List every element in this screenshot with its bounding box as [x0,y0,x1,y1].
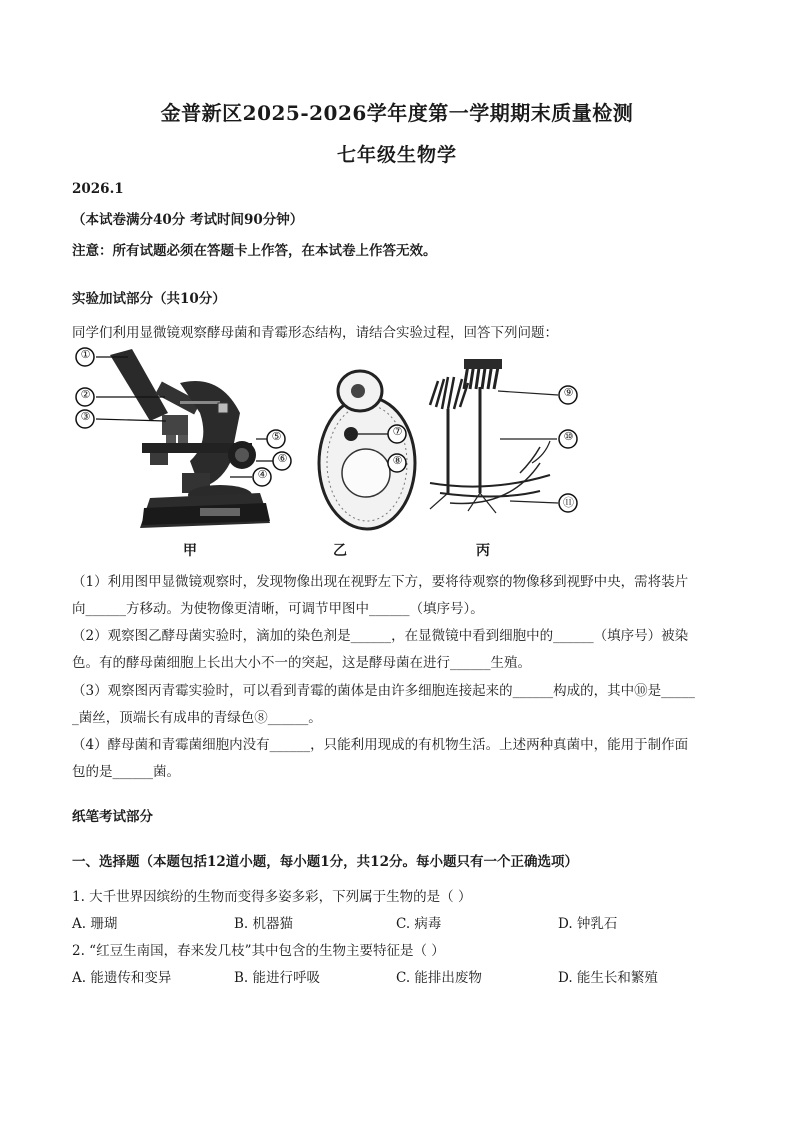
exam-subtitle: 七年级生物学 [336,144,457,166]
question-1-stem: 1. 大千世界因缤纷的生物而变得多姿多彩，下列属于生物的是（ ） [72,889,472,905]
question-2-option-c: C. 能排出废物 [396,970,482,986]
yeast-cell-illustration [319,371,415,529]
marker-11: ⑪ [563,496,574,509]
lab-section-heading: 实验加试部分（共10分） [72,291,226,307]
marker-2: ② [80,388,91,401]
marker-4: ④ [257,468,268,481]
exam-title: 金普新区2025-2026学年度第一学期期末质量检测 [160,101,634,125]
figure-label-yi: 乙 [333,543,347,559]
lab-question-line: 色。有的酵母菌细胞上长出大小不一的突起，这是酵母菌在进行______生殖。 [72,655,531,671]
marker-6: ⑥ [277,452,288,465]
marker-7: ⑦ [392,425,403,438]
question-1-option-b: B. 机器猫 [234,916,294,932]
marker-5: ⑤ [271,430,282,443]
lab-figure [70,343,590,563]
question-1-option-c: C. 病毒 [396,916,442,932]
mc-section-heading: 一、选择题（本题包括12道小题，每小题1分，共12分。每小题只有一个正确选项） [72,854,578,870]
marker-8: ⑧ [392,454,403,467]
question-2-option-a: A. 能遗传和变异 [72,970,172,986]
penicillium-illustration [430,359,558,513]
exam-notice: 注意：所有试题必须在答题卡上作答，在本试卷上作答无效。 [72,243,437,259]
question-2-stem: 2. “红豆生南国，春来发几枝”其中包含的生物主要特征是（ ） [72,943,445,959]
marker-3: ③ [80,410,91,423]
lab-question-line: 向______方移动。为使物像更清晰，可调节甲图中______（填序号）。 [72,601,484,617]
marker-9: ⑨ [563,386,574,399]
lab-question-line: （3）观察图丙青霉实验时，可以看到青霉的菌体是由许多细胞连接起来的______构成的，其中⑩是_____ [72,683,695,699]
lab-question-line: 包的是______菌。 [72,764,180,780]
lab-question-line: （4）酵母菌和青霉菌细胞内没有______，只能利用现成的有机物生活。上述两种真菌中，能用于制作面 [72,737,689,753]
figure-label-bing: 丙 [476,543,490,559]
lab-figure-drawing [70,343,590,563]
lab-intro: 同学们利用显微镜观察酵母菌和青霉形态结构，请结合实验过程，回答下列问题： [72,325,558,341]
question-1-option-a: A. 珊瑚 [72,916,118,932]
question-2-option-b: B. 能进行呼吸 [234,970,321,986]
question-1-option-d: D. 钟乳石 [558,916,618,932]
figure-label-jia: 甲 [183,543,197,559]
written-section-heading: 纸笔考试部分 [72,809,153,825]
exam-date: 2026.1 [72,181,124,197]
lab-question-line: （1）利用图甲显微镜观察时，发现物像出现在视野左下方，要将待观察的物像移到视野中央，需将装片 [72,574,689,590]
exam-info: （本试卷满分40分 考试时间90分钟） [72,212,304,228]
lab-question-line: _菌丝，顶端长有成串的青绿色⑧______。 [72,710,322,726]
lab-question-line: （2）观察图乙酵母菌实验时，滴加的染色剂是______，在显微镜中看到细胞中的______（填序号）被染 [72,628,689,644]
question-2-option-d: D. 能生长和繁殖 [558,970,658,986]
marker-1: ① [80,348,91,361]
marker-10: ⑩ [563,430,574,443]
microscope-illustration [76,348,291,528]
